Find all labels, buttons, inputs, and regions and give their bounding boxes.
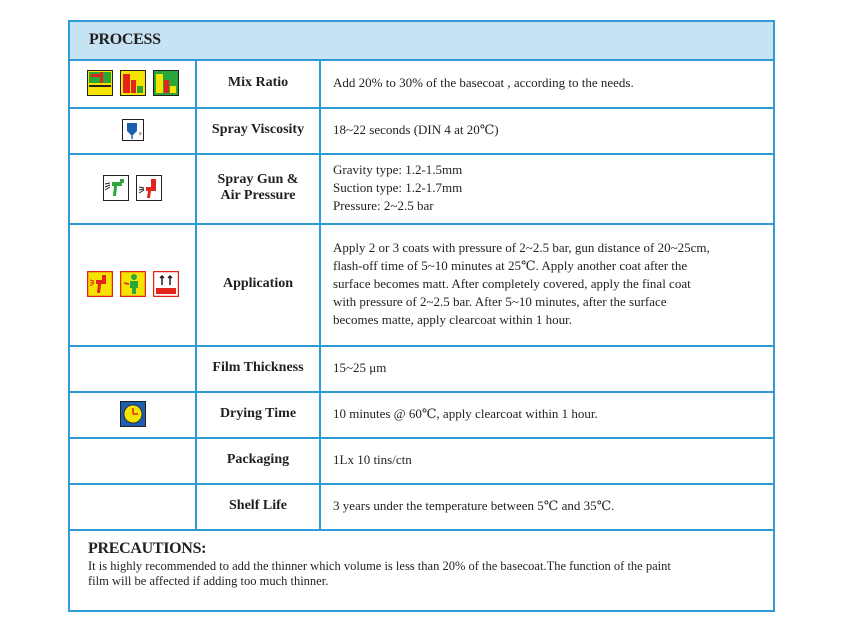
row-icons <box>70 345 197 391</box>
row-value <box>333 107 759 153</box>
row-value <box>333 153 759 223</box>
table-row-packaging <box>70 437 773 485</box>
table-row-film-thickness <box>70 345 773 393</box>
row-text: Gravity type: 1.2-1.5mm Suction type: 1.2-1.7mm Pressure: 2~2.5 bar <box>333 162 463 213</box>
row-value <box>333 391 759 437</box>
row-label: Mix Ratio <box>197 59 321 107</box>
row-label: Drying Time <box>197 391 321 437</box>
row-label: Packaging <box>197 437 321 483</box>
row-text: Apply 2 or 3 coats with pressure of 2~2.5 bar, gun distance of 20~25cm, flash-off time of 5~10 minutes at 25℃. Apply another coat after the surface becomes matt. After completely covered, apply the final coat with pressure of 2~2.5 bar. After 5~10 minutes, after the surface becomes matte, apply clearcoat within 1 hour. <box>333 240 710 327</box>
clock-icon <box>120 401 146 427</box>
process-header <box>70 22 773 61</box>
flash-off-icon <box>153 271 179 297</box>
mix-ratio-bars-icon <box>120 70 146 96</box>
row-label: Application <box>197 223 321 345</box>
precautions-title: PRECAUTIONS: <box>88 540 207 557</box>
row-value <box>333 59 759 107</box>
table-row-application <box>70 223 773 347</box>
process-sheet <box>68 20 775 612</box>
process-title: PROCESS <box>89 31 161 48</box>
row-icons <box>70 437 197 483</box>
row-text: 18~22 seconds (DIN 4 at 20℃) <box>333 122 499 137</box>
row-text: 1Lx 10 tins/ctn <box>333 452 412 467</box>
row-text: Add 20% to 30% of the basecoat , according to the needs. <box>333 75 634 90</box>
spray-gun-green-icon <box>103 175 129 201</box>
row-icons <box>70 107 197 153</box>
row-label: Spray Viscosity <box>197 107 321 153</box>
table-row-spray-gun <box>70 153 773 225</box>
row-value <box>333 437 759 483</box>
table-row-mix-ratio <box>70 59 773 109</box>
row-label: Shelf Life <box>197 483 321 529</box>
row-icons <box>70 223 197 345</box>
viscosity-cup-icon <box>122 119 144 141</box>
row-icons <box>70 483 197 529</box>
row-text: 3 years under the temperature between 5℃ and 35℃. <box>333 498 615 513</box>
mix-ratio-bars-green-icon <box>153 70 179 96</box>
row-icons <box>70 153 197 223</box>
row-value <box>333 483 759 529</box>
row-label: Film Thickness <box>197 345 321 391</box>
row-text: 15~25 μm <box>333 360 387 375</box>
row-icons <box>70 59 197 107</box>
mix-ratio-hardener-icon <box>87 70 113 96</box>
spray-person-icon <box>120 271 146 297</box>
row-text: 10 minutes @ 60℃, apply clearcoat within 1 hour. <box>333 406 598 421</box>
precautions-text: It is highly recommended to add the thinner which volume is less than 20% of the basecoat.The function of the paint film will be affected if adding too much thinner. <box>88 559 671 588</box>
table-row-spray-viscosity <box>70 107 773 155</box>
spray-gun-red-icon <box>136 175 162 201</box>
row-value <box>333 223 759 345</box>
table-row-shelf-life <box>70 483 773 531</box>
svg-text:s: s <box>138 131 142 137</box>
row-icons <box>70 391 197 437</box>
row-label: Spray Gun & Air Pressure <box>197 153 321 223</box>
row-value <box>333 345 759 391</box>
precautions-section <box>88 540 755 589</box>
spray-coat-icon <box>87 271 113 297</box>
table-row-drying-time <box>70 391 773 439</box>
